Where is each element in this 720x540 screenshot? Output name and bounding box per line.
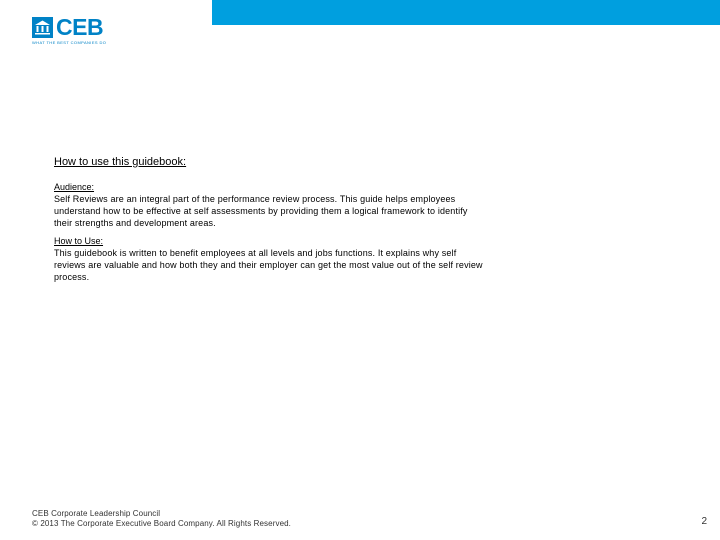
footer-copyright: © 2013 The Corporate Executive Board Company. All Rights Reserved. <box>32 519 291 528</box>
audience-heading: Audience: <box>54 182 95 192</box>
how-to-use-heading: How to Use: <box>54 236 104 246</box>
audience-body: Self Reviews are an integral part of the performance review process. This guide helps employees understand how to be effective at self assessments by providing them a logical framework to identify their strengths and development areas. <box>54 194 468 228</box>
how-to-use-body: This guidebook is written to benefit employees at all levels and jobs functions. It explains why self reviews are valuable and how both they and their employer can get the most value out of the self review process. <box>54 248 483 282</box>
footer-organization: CEB Corporate Leadership Council <box>32 509 161 518</box>
guidebook-intro <box>54 155 484 290</box>
header-accent-bar <box>212 0 720 25</box>
ceb-logo <box>32 14 112 47</box>
guide-title: How to use this guidebook: <box>54 156 187 168</box>
page-number: 2 <box>701 516 707 527</box>
logo-wordmark: CEB <box>56 14 104 40</box>
logo-tagline: WHAT THE BEST COMPANIES DO <box>32 40 107 45</box>
footer <box>32 509 291 529</box>
building-columns-icon <box>32 17 53 38</box>
